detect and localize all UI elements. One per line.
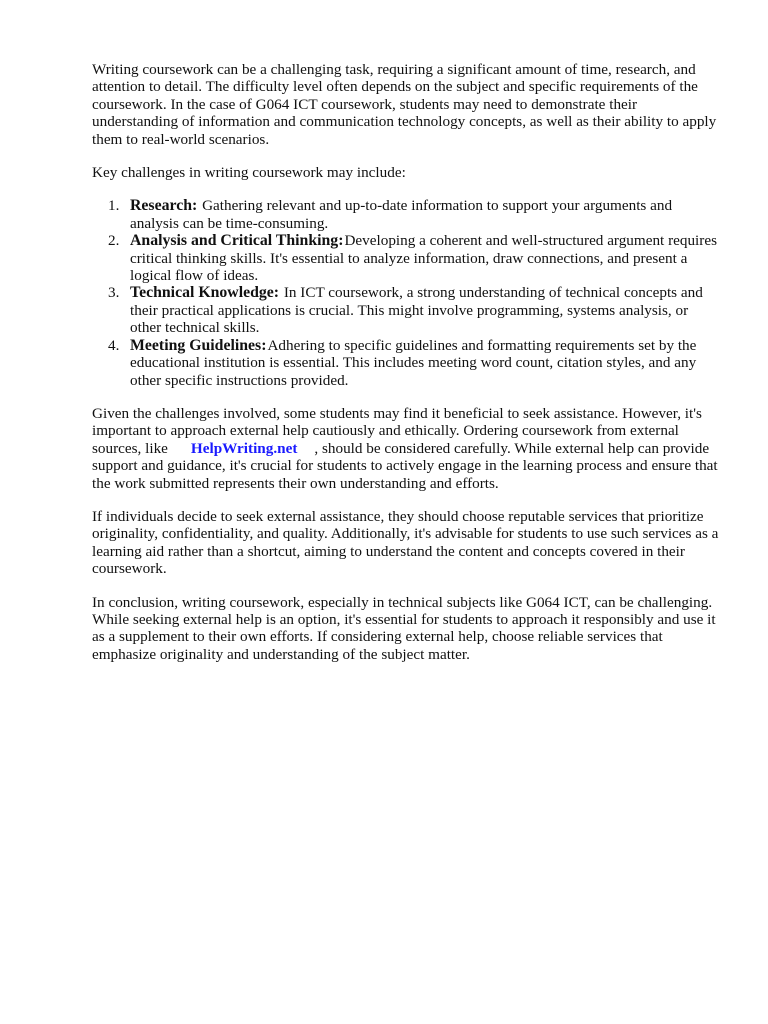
list-item-term: Meeting Guidelines: [130, 336, 267, 354]
list-item [92, 232, 722, 284]
list-item-number: 4. [108, 336, 120, 354]
list-item-term: Analysis and Critical Thinking: [130, 232, 344, 250]
list-item-term: Technical Knowledge: [130, 284, 280, 302]
document-body [92, 61, 722, 679]
list-item-text: Gathering relevant and up-to-date information to support your arguments and analysis can be time-consuming. [130, 197, 673, 232]
list-item-number: 3. [108, 284, 120, 302]
list-item [92, 284, 722, 336]
list-item-text: In ICT coursework, a strong understanding of technical concepts and their practical applications is crucial. This might involve programming, systems analysis, or other technical skills. [130, 284, 703, 337]
list-item-text: Adhering to specific guidelines and formatting requirements set by the educational institution is essential. This includes meeting word count, citation styles, and any other specific instructions provided. [130, 336, 697, 389]
challenges-intro-paragraph: Key challenges in writing coursework may include: [92, 164, 406, 182]
list-item-number: 1. [108, 197, 120, 215]
list-item [92, 197, 722, 232]
intro-paragraph: Writing coursework can be a challenging task, requiring a significant amount of time, research, and attention to detail. The difficulty level often depends on the subject and specific requirements of the coursework. In the case of G064 ICT coursework, students may need to demonstrate their understanding of information and communication technology concepts, as well as their ability to apply them to real-world scenarios. [92, 61, 717, 148]
assistance-text-after: , should be considered carefully. While external help can provide support and guidance, it's crucial for students to actively engage in the learning process and ensure that the work submitted represents their own understanding and efforts. [92, 439, 718, 492]
helpwriting-link[interactable]: HelpWriting.net [190, 439, 298, 457]
services-paragraph: If individuals decide to seek external assistance, they should choose reputable services that prioritize originality, confidentiality, and quality. Additionally, it's advisable for students to use such services as a learning aid rather than a shortcut, aiming to understand the content and concepts covered in their coursework. [92, 507, 719, 578]
conclusion-paragraph: In conclusion, writing coursework, especially in technical subjects like G064 ICT, can be challenging. While seeking external help is an option, it's essential for students to approach it responsibly and use it as a supplement to their own efforts. If considering external help, choose reliable services that emphasize originality and understanding of the subject matter. [92, 593, 716, 663]
challenges-list [92, 197, 722, 388]
list-item [92, 337, 722, 389]
assistance-paragraph [92, 405, 722, 492]
list-item-number: 2. [108, 232, 120, 250]
assistance-text-before: Given the challenges involved, some students may find it beneficial to seek assistance. However, it's important to approach external help cautiously and ethically. Ordering coursework from external sources, like [92, 404, 702, 457]
list-item-term: Research: [130, 197, 198, 215]
list-item-text: Developing a coherent and well-structured argument requires critical thinking skills. It's essential to analyze information, draw connections, and present a logical flow of ideas. [130, 232, 717, 285]
